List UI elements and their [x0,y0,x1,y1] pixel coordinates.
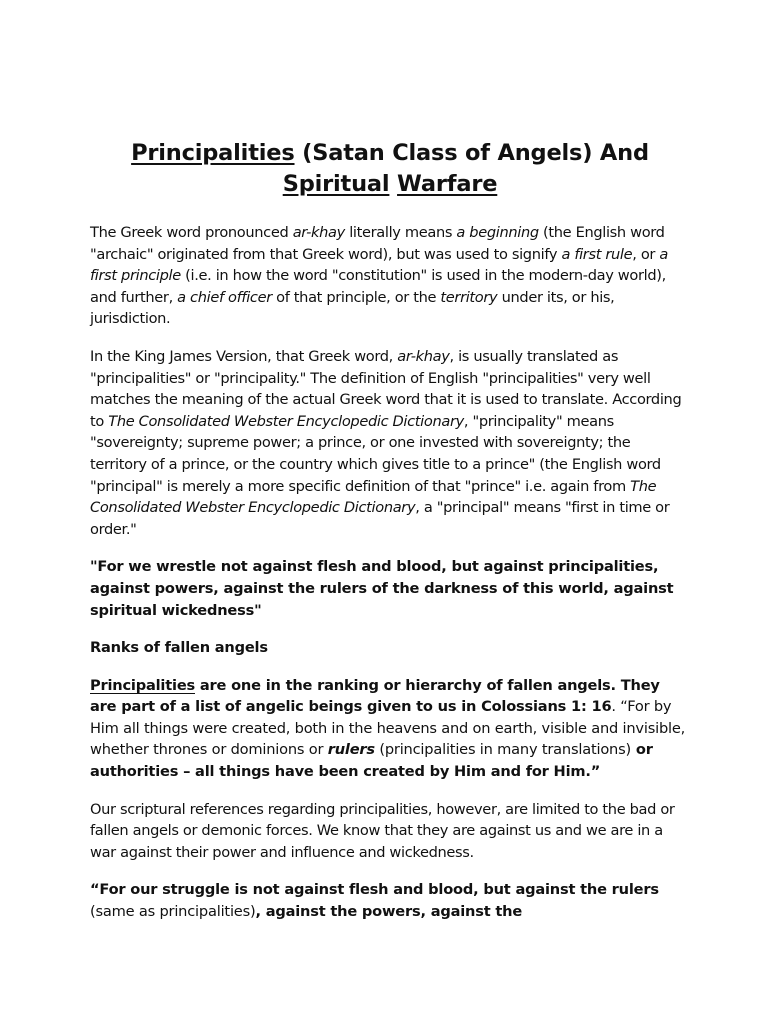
paragraph-scriptural-references: Our scriptural references regarding principalities, however, are limited to the bad or fallen angels or demonic forces. We know that they are against us and we are in a war against their power and influence and wickedness. [90,800,675,861]
page-title [90,138,690,200]
title-spiritual: Spiritual [282,171,390,197]
paragraph-ranks: Principalities are one in the ranking or hierarchy of fallen angels. They are part of a list of angelic beings given to us in Colossians 1: 16. “For by Him all things were created, both in the heavens and on earth, visible and invisible, whether thrones or dominions or rulers (principalities in many translations) or authorities – all things have been created by Him and for Him.” [90,676,686,781]
title-part: (Satan Class of Angels) And [294,140,649,166]
quote-ephesians: "For we wrestle not against flesh and blood, but against principalities, against powers, against the rulers of the darkness of this world, against spiritual wickedness" [90,558,674,619]
document-page [90,138,690,923]
paragraph-king-james: In the King James Version, that Greek word, ar-khay, is usually translated as "principalities" or "principality." The definition of English "principalities" very well matches the meaning of the actual Greek word that it is used to translate. According to The Consolidated Webster Encyclopedic Dictionary, "principality" means "sovereignty; supreme power; a prince, or one invested with sovereignty; the territory of a prince, or the country which gives title to a prince" (the English word "principal" is merely a more specific definition of that "prince" i.e. again from The Consolidated Webster Encyclopedic Dictionary, a "principal" means "first in time or order." [90,347,682,538]
title-warfare: Warfare [397,171,498,197]
section-heading: Ranks of fallen angels [90,639,268,657]
paragraph-greek-word: The Greek word pronounced ar-khay literally means a beginning (the English word "archaic" originated from that Greek word), but was used to signify a first rule, or a first principle (i.e. in how the word "constitution" is used in the modern-day world), and further, a chief officer of that principle, or the territory under its, or his, jurisdiction. [90,224,668,328]
title-principalities: Principalities [131,140,295,166]
quote-struggle: “For our struggle is not against flesh and blood, but against the rulers (same as principalities), against the powers, against the [90,881,659,921]
